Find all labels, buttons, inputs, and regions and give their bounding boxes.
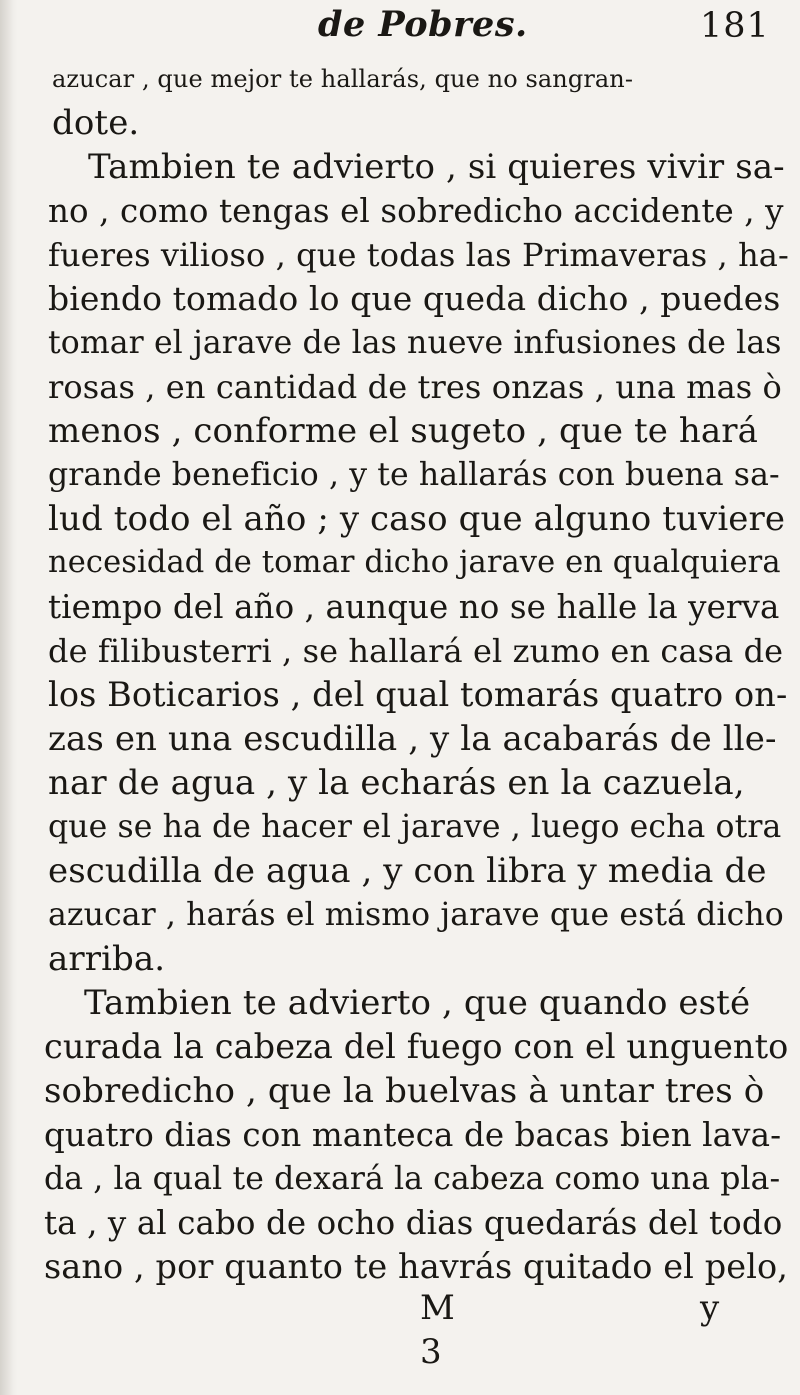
text-line: necesidad de tomar dicho jarave en qualquiera bbox=[48, 545, 781, 580]
running-head bbox=[0, 4, 800, 52]
text-line: arriba. bbox=[48, 939, 166, 979]
text-line: grande beneficio , y te hallarás con buena sa- bbox=[48, 457, 780, 493]
page-number: 181 bbox=[700, 6, 770, 46]
text-line: de filibusterri , se hallará el zumo en casa de bbox=[48, 632, 784, 670]
text-line: Tambien te advierto , que quando esté bbox=[84, 983, 751, 1023]
text-line: curada la cabeza del fuego con el unguento bbox=[44, 1027, 789, 1066]
text-line: sano , por quanto te havrás quitado el pelo, bbox=[44, 1247, 789, 1286]
text-line: los Boticarios , del qual tomarás quatro on- bbox=[48, 675, 788, 714]
text-line: tiempo del año , aunque no se halle la yerva bbox=[48, 588, 780, 626]
text-line: tomar el jarave de las nueve infusiones de las bbox=[48, 325, 782, 361]
text-line: rosas , en cantidad de tres onzas , una mas ò bbox=[48, 368, 782, 406]
running-title: de Pobres. bbox=[318, 4, 528, 45]
text-line: biendo tomado lo que queda dicho , puedes bbox=[48, 279, 781, 318]
text-line: dote. bbox=[52, 103, 140, 143]
text-line: da , la qual te dexará la cabeza como una pla- bbox=[44, 1161, 781, 1197]
text-line: menos , conforme el sugeto , que te hará bbox=[48, 411, 758, 451]
gutter-shadow bbox=[0, 0, 14, 1395]
text-line: escudilla de agua , y con libra y media de bbox=[48, 851, 767, 891]
text-line: sobredicho , que la buelvas à untar tres ò bbox=[44, 1071, 765, 1111]
catchword: y bbox=[700, 1288, 720, 1328]
text-line: azucar , que mejor te hallarás, que no sangran- bbox=[52, 65, 634, 93]
text-line: zas en una escudilla , y la acabarás de lle- bbox=[48, 719, 777, 759]
signature-mark: M 3 bbox=[420, 1288, 455, 1372]
text-line: Tambien te advierto , si quieres vivir sa- bbox=[88, 147, 785, 187]
text-line: no , como tengas el sobredicho accidente , y bbox=[48, 192, 784, 230]
text-line: quatro dias con manteca de bacas bien lava- bbox=[44, 1116, 782, 1154]
text-line: fueres vilioso , que todas las Primaveras , ha- bbox=[48, 236, 789, 274]
text-line: que se ha de hacer el jarave , luego echa otra bbox=[48, 809, 782, 845]
text-line: azucar , harás el mismo jarave que está dicho bbox=[48, 897, 784, 933]
text-line: ta , y al cabo de ocho dias quedarás del todo bbox=[44, 1204, 783, 1242]
text-line: lud todo el año ; y caso que alguno tuviere bbox=[48, 499, 786, 539]
text-line: nar de agua , y la echarás en la cazuela, bbox=[48, 763, 745, 803]
